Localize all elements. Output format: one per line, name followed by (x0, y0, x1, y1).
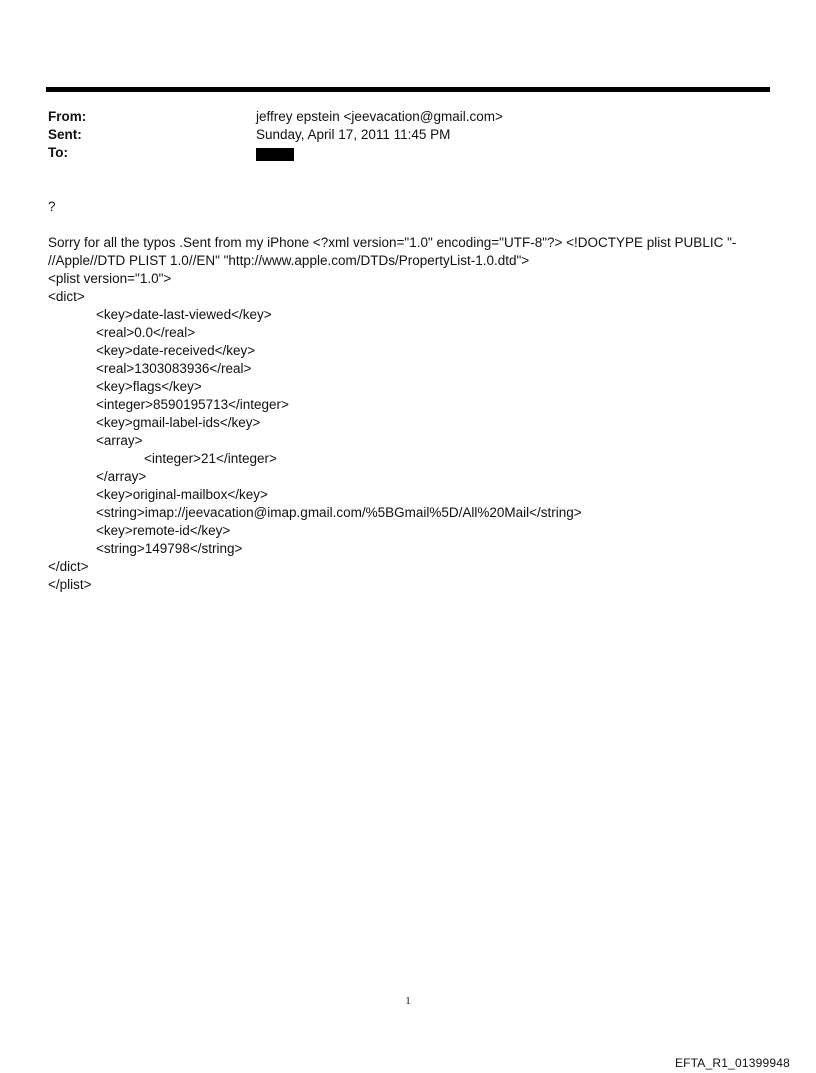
email-body (48, 198, 748, 594)
document-id: EFTA_R1_01399948 (674, 1056, 790, 1070)
plist-line: <integer>8590195713</integer> (96, 397, 289, 412)
to-value (256, 144, 294, 162)
email-header (48, 108, 768, 162)
to-row (48, 144, 768, 162)
plist-line: <real>1303083936</real> (96, 361, 252, 376)
plist-array-item-line: <integer>21</integer> (144, 451, 277, 466)
plist-line: <key>remote-id</key> (96, 523, 231, 538)
dict-open-line: <dict> (48, 289, 85, 304)
from-label: From: (48, 109, 87, 124)
plist-line: <real>0.0</real> (96, 325, 196, 340)
plist-open-line: <plist version="1.0"> (48, 271, 172, 286)
top-rule (46, 87, 770, 92)
from-value: jeffrey epstein <jeevacation@gmail.com> (256, 109, 503, 124)
sent-row (48, 126, 768, 144)
sent-value: Sunday, April 17, 2011 11:45 PM (256, 127, 451, 142)
sent-label: Sent: (48, 127, 82, 142)
plist-line: <key>date-received</key> (96, 343, 256, 358)
to-label: To: (48, 145, 68, 160)
from-row (48, 108, 768, 126)
plist-line: <key>gmail-label-ids</key> (96, 415, 261, 430)
plist-line: <key>flags</key> (96, 379, 202, 394)
plist-line: <array> (96, 433, 143, 448)
dict-close-line: </dict> (48, 559, 89, 574)
blank-line (48, 216, 748, 234)
plist-line: <string>imap://jeevacation@imap.gmail.com/%5BGmail%5D/All%20Mail</string> (96, 505, 582, 520)
plist-line: <key>date-last-viewed</key> (96, 307, 272, 322)
body-line-2: //Apple//DTD PLIST 1.0//EN" "http://www.apple.com/DTDs/PropertyList-1.0.dtd"> (48, 253, 530, 268)
page-number: 1 (405, 995, 411, 1007)
plist-line: <key>original-mailbox</key> (96, 487, 268, 502)
plist-line: </array> (96, 469, 147, 484)
plist-line: <string>149798</string> (96, 541, 243, 556)
question-line: ? (48, 199, 56, 214)
body-line-1: Sorry for all the typos .Sent from my iPhone <?xml version="1.0" encoding="UTF-8"?> <!DOCTYPE plist PUBLIC "- (48, 235, 737, 250)
plist-close-line: </plist> (48, 577, 92, 592)
redaction-block (256, 148, 294, 161)
